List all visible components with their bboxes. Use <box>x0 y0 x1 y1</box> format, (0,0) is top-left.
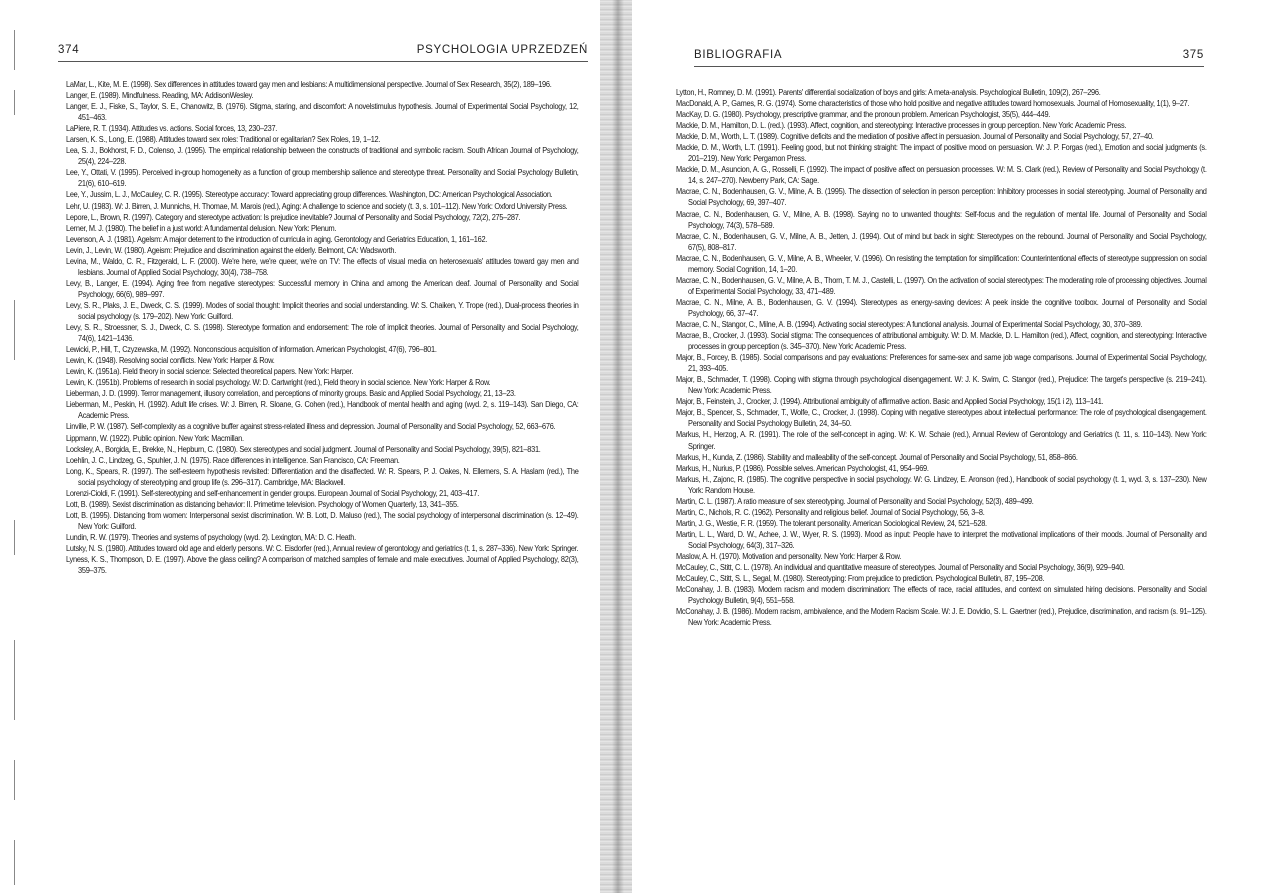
right-reference-list <box>676 87 1207 628</box>
reference-entry: Lea, S. J., Bokhorst, F. D., Colenso, J. (1995). The empirical relationship between the constructs of traditional and symbolic racism. South African Journal of Psychology, 25(4), 224–228. <box>66 145 579 167</box>
right-running-head: BIBLIOGRAFIA <box>694 49 783 61</box>
reference-entry: LaMar, L., Kite, M. E. (1998). Sex differences in attitudes toward gay men and lesbians: A multidimensional perspective. Journal of Sex Research, 35(2), 189–196. <box>66 79 552 89</box>
reference-entry: Lytton, H., Romney, D. M. (1991). Parents' differential socialization of boys and girls: A meta-analysis. Psychological Bulletin, 109(2), 267–296. <box>676 87 1101 97</box>
reference-entry: Macrae, C. N., Stangor, C., Milne, A. B. (1994). Activating social stereotypes: A functional analysis. Journal of Experimental Social Psychology, 30, 370–389. <box>676 318 1143 329</box>
right-page-header <box>694 49 1204 61</box>
reference-entry: Levin, J., Levin, W. (1980). Ageism: Prejudice and discrimination against the elderly. Belmont, CA: Wadsworth. <box>66 244 396 255</box>
reference-entry: Martin, L. L., Ward, D. W., Achee, J. W., Wyer, R. S. (1993). Mood as input: People have to interpret the motivational implications of their moods. Journal of Personality and Social Psychology, 64(3), 317–326. <box>676 528 1207 550</box>
right-page <box>632 0 1264 893</box>
reference-entry: Major, B., Spencer, S., Schmader, T., Wolfe, C., Crocker, J. (1998). Coping with negative stereotypes about intellectual performance: The role of psychological disengagement. Personality and Social Psychology Bulletin, 24, 34–50. <box>676 407 1207 429</box>
reference-entry: Macrae, C. N., Bodenhausen, G. V., Milne, A. B., Thorn, T. M. J., Castelli, L. (1997). On the activation of social stereotypes: The moderating role of processing objectives. Journal of Experimental Social Psychology, 33, 471–489. <box>676 274 1207 296</box>
reference-entry: Lee, Y., Jussim, L. J., McCauley, C. R. (1995). Stereotype accuracy: Toward appreciating group differences. Washington, DC: American Psychological Association. <box>66 189 553 200</box>
reference-entry: Lerner, M. J. (1980). The belief in a just world: A fundamental delusion. New York: Plenum. <box>66 222 337 233</box>
book-gutter-shadow <box>612 0 624 893</box>
reference-entry: Markus, H., Kunda, Z. (1986). Stability and malleability of the self-concept. Journal of Personality and Social Psychology, 51, 858–866. <box>676 451 1078 462</box>
reference-entry: Levy, B., Langer, E. (1994). Aging free from negative stereotypes: Successful memory in China and among the American deaf. Journal of Personality and Social Psychology, 66(6), 989–997. <box>66 277 579 299</box>
reference-entry: Major, B., Forcey, B. (1985). Social comparisons and pay evaluations: Preferences for same-sex and same job wage comparisons. Journal of Experimental Social Psychology, 21, 393–405. <box>676 352 1207 374</box>
left-running-head: PSYCHOLOGIA UPRZEDZEŃ <box>416 44 588 56</box>
reference-entry: Martin, J. G., Westie, F. R. (1959). The tolerant personality. American Sociological Review, 24, 521–528. <box>676 517 987 528</box>
reference-entry: Markus, H., Nurius, P. (1986). Possible selves. American Psychologist, 41, 954–969. <box>676 462 929 473</box>
reference-entry: Langer, E. (1989). Mindfulness. Reading, MA: AddisonWesley. <box>66 90 254 101</box>
reference-entry: Levenson, A. J. (1981). Agelsm: A major deterrent to the introduction of curricula in aging. Gerontology and Geriatrics Education, 1, 161–162. <box>66 233 488 244</box>
reference-entry: Larsen, K. S., Long, E. (1988). Attitudes toward sex roles: Traditional or egalitarian? Sex Roles, 19, 1–12. <box>66 134 381 145</box>
reference-entry: Lieberman, M., Peskin, H. (1992). Adult life crises. W: J. Birren, R. Sloane, G. Cohen (red.), Handbook of mental health and aging (wyd. 2, s. 119–143). San Diego, CA: Academic Press. <box>66 399 579 421</box>
reference-entry: Mackie, D. M., Asuncion, A. G., Rosselli, F. (1992). The impact of positive affect on persuasion processes. W: M. S. Clark (red.), Review of Personality and Social Psychology (t. 14, s. 247–270). Newberry Park, CA: Sage. <box>676 164 1207 186</box>
left-page-number: 374 <box>58 44 80 56</box>
reference-entry: Major, B., Schmader, T. (1998). Coping with stigma through psychological disengagement. W: J. K. Swim, C. Stangor (red.), Prejudice: The target's perspective (s. 219–241). New York: Academic Press. <box>676 374 1207 396</box>
reference-entry: Major, B., Feinstein, J., Crocker, J. (1994). Attributional ambiguity of affirmative action. Basic and Applied Social Psychology, 15(1 i 2), 113–141. <box>676 396 1104 407</box>
reference-entry: Lewin, K. (1951a). Field theory in social science: Selected theoretical papers. New York: Harper. <box>66 366 354 377</box>
right-page-number: 375 <box>1182 49 1204 61</box>
reference-entry: Lewin, K. (1951b). Problems of research in social psychology. W: D. Cartwright (red.), Field theory in social science. New York: Harper & Row. <box>66 377 491 388</box>
reference-entry: Levy, S. R., Stroessner, S. J., Dweck, C. S. (1998). Stereotype formation and endorsement: The role of implicit theories. Journal of Personality and Social Psychology, 74(6), 1421–1436. <box>66 322 579 344</box>
reference-entry: McCauley, C., Stitt, C. L. (1978). An individual and quantitative measure of stereotypes. Journal of Personality and Social Psychology, 36(9), 929–940. <box>676 562 1125 573</box>
reference-entry: Macrae, C. N., Milne, A. B., Bodenhausen, G. V. (1994). Stereotypes as energy-saving devices: A peek inside the cognitive toolbox. Journal of Personality and Social Psychology, 66, 37–47. <box>676 296 1207 318</box>
reference-entry: Levina, M., Waldo, C. R., Fitzgerald, L. F. (2000). We're here, we're queer, we're on TV: The effects of visual media on heterosexuals' attitudes toward gay men and lesbians. Journal of Applied Social Psychology, 30(4), 738–758. <box>66 255 579 277</box>
reference-entry: LaPiere, R. T. (1934). Attitudes vs. actions. Social forces, 13, 230–237. <box>66 123 278 134</box>
reference-entry: Lieberman, J. D. (1999). Terror management, illusory correlation, and perceptions of minority groups. Basic and Applied Social Psychology, 21, 13–23. <box>66 388 516 399</box>
reference-entry: Linville, P. W. (1987). Self-complexity as a cognitive buffer against stress-related illness and depression. Journal of Personality and Social Psychology, 52, 663–676. <box>66 421 556 432</box>
reference-entry: McConahay, J. B. (1983). Modern racism and modern discrimination: The effects of race, racial attitudes, and context on simulated hiring decisions. Personality and Social Psychology Bulletin, 9(4), 551–558. <box>676 584 1207 606</box>
left-reference-list <box>66 79 579 576</box>
reference-entry: Macrae, C. N., Bodenhausen, G. V., Milne, A. B., Wheeler, V. (1996). On resisting the temptation for simplification: Counterintentional effects of stereotype suppression on social memory. Social Cognition, 14, 1–20. <box>676 252 1207 274</box>
reference-entry: Martin, C., Nichols, R. C. (1962). Personality and religious belief. Journal of Social Psychology, 56, 3–8. <box>676 506 985 517</box>
reference-entry: Lehr, U. (1983). W: J. Birren, J. Munnichs, H. Thomae, M. Marois (red.), Aging: A challenge to science and society (t. 3, s. 101–112). New York: Oxford University Press. <box>66 200 568 211</box>
reference-entry: MacKay, D. G. (1980). Psychology, prescriptive grammar, and the pronoun problem. American Psychologist, 35(5), 444–449. <box>676 109 1051 120</box>
reference-entry: Maslow, A. H. (1970). Motivation and personality. New York: Harper & Row. <box>676 550 902 561</box>
reference-entry: Lott, B. (1995). Distancing from women: Interpersonal sexist discrimination. W: B. Lott, D. Maluso (red.), The social psychology of interpersonal discrimination (s. 12–49). New York: Guilford. <box>66 509 579 531</box>
reference-entry: Lewicki, P., Hill, T., Czyzewska, M. (1992). Nonconscious acquisition of information. American Psychologist, 47(6), 796–801. <box>66 344 437 355</box>
reference-entry: Martin, C. L. (1987). A ratio measure of sex stereotyping. Journal of Personality and Social Psychology, 52(3), 489–499. <box>676 495 1034 506</box>
left-page-header <box>58 44 588 56</box>
reference-entry: Markus, H., Zajonc, R. (1985). The cognitive perspective in social psychology. W: G. Lindzey, E. Aronson (red.), Handbook of social psychology (t. 1, wyd. 3, s. 137–230). New York: Random House. <box>676 473 1207 495</box>
reference-entry: Macrae, C. N., Bodenhausen, G. V., Milne, A. B., Jetten, J. (1994). Out of mind but back in sight: Stereotypes on the rebound. Journal of Personality and Social Psychology, 67(5), 808–817. <box>676 230 1207 252</box>
reference-entry: Macrae, C. N., Bodenhausen, G. V., Milne, A. B. (1995). The dissection of selection in person perception: Inhibitory processes in social stereotyping. Journal of Personality and Social Psychology, 69, 397–407. <box>676 186 1207 208</box>
reference-entry: Lyness, K. S., Thompson, D. E. (1997). Above the glass ceiling? A comparison of matched samples of female and male executives. Journal of Applied Psychology, 82(3), 359–375. <box>66 554 579 576</box>
reference-entry: Lee, Y., Ottati, V. (1995). Perceived in-group homogeneity as a function of group membership salience and stereotype threat. Personality and Social Psychology Bulletin, 21(6), 610–619. <box>66 167 579 189</box>
reference-entry: Mackie, D. M., Hamilton, D. L. (red.). (1993). Affect, cognition, and stereotyping: Interactive processes in group perception. New York: Academic Press. <box>676 120 1127 131</box>
reference-entry: Lepore, L., Brown, R. (1997). Category and stereotype activation: Is prejudice inevitable? Journal of Personality and Social Psychology, 72(2), 275–287. <box>66 211 521 222</box>
left-header-rule <box>58 61 588 62</box>
reference-entry: Macrae, B., Crocker, J. (1993). Social stigma: The consequences of attributional ambiguity. W: D. M. Mackie, D. L. Hamilton (red.), Affect, cognition, and stereotyping: Interactive processes in group perception (s. 345–370). New York: Academic Press. <box>676 330 1207 352</box>
right-header-rule <box>694 66 1204 67</box>
reference-entry: Lorenzi-Cioldi, F. (1991). Self-stereotyping and self-enhancement in gender groups. European Journal of Social Psychology, 21, 403–417. <box>66 487 480 498</box>
reference-entry: McConahay, J. B. (1986). Modern racism, ambivalence, and the Modern Racism Scale. W: J. E. Dovidio, S. L. Gaertner (red.), Prejudice, discrimination, and racism (s. 91–125). New York: Academic Press. <box>676 606 1207 628</box>
reference-entry: Lippmann, W. (1922). Public opinion. New York: Macmillan. <box>66 432 244 443</box>
left-page <box>0 0 600 893</box>
reference-entry: Lewin, K. (1948). Resolving social conflicts. New York: Harper & Row. <box>66 355 275 366</box>
reference-entry: Locksley, A., Borgida, E., Brekke, N., Hepburn, C. (1980). Sex stereotypes and social judgment. Journal of Personality and Social Psychology, 39(5), 821–831. <box>66 443 541 454</box>
reference-entry: MacDonald, A. P., Games, R. G. (1974). Some characteristics of those who hold positive and negative attitudes toward homosexuals. Journal of Homosexuality, 1(1), 9–27. <box>676 98 1190 109</box>
reference-entry: Mackie, D. M., Worth, L.T. (1991). Feeling good, but not thinking straight: The impact of positive mood on persuasion. W: J. P. Forgas (red.), Emotion and social judgments (s. 201–219). New York: Pergamon Press. <box>676 142 1207 164</box>
reference-entry: Lutsky, N. S. (1980). Attitudes toward old age and elderly persons. W: C. Eisdorfer (red.), Annual review of gerontology and geriatrics (t. 1, s. 287–336). New York: Springer. <box>66 542 579 553</box>
reference-entry: Lott, B. (1989). Sexist discrimination as distancing behavior: II. Primetime television. Psychology of Women Quarterly, 13, 341–355. <box>66 498 459 509</box>
reference-entry: Levy, S. R., Plaks, J. E., Dweck, C. S. (1999). Modes of social thought: Implicit theories and social understanding. W: S. Chaiken, Y. Trope (red.), Dual-process theories in social psychology (s. 179–202). New York: Guilford. <box>66 299 579 321</box>
reference-entry: Macrae, C. N., Bodenhausen, G. V., Milne, A. B. (1998). Saying no to unwanted thoughts: Self-focus and the regulation of mental life. Journal of Personality and Social Psychology, 74(3), 578–589. <box>676 208 1207 230</box>
reference-entry: Loehlin, J. C., Lindzeg, G., Spuhler, J. N. (1975). Race differences in intelligence. San Francisco, CA: Freeman. <box>66 454 400 465</box>
reference-entry: Langer, E. J., Fiske, S., Taylor, S. E., Chanowitz, B. (1976). Stigma, staring, and discomfort: A novelstimulus hypothesis. Journal of Experimental Social Psychology, 12, 451–463. <box>66 101 579 123</box>
reference-entry: Long, K., Spears, R. (1997). The self-esteem hypothesis revisited: Differentiation and the disaffected. W: R. Spears, P. J. Oakes, N. Ellemers, S. A. Haslam (red.), The social psychology of stereotyping and group life (s. 296–317). Cambridge, MA: Blackwell. <box>66 465 579 487</box>
reference-entry: Lundin, R. W. (1979). Theories and systems of psychology (wyd. 2). Lexington, MA: D. C. Heath. <box>66 531 356 542</box>
reference-entry: Markus, H., Herzog, A. R. (1991). The role of the self-concept in aging. W: K. W. Schaie (red.), Annual Review of Gerontology and Geriatrics (t. 11, s. 110–143). New York: Springer. <box>676 429 1207 451</box>
reference-entry: Mackie, D. M., Worth, L. T. (1989). Cognitive deficits and the mediation of positive affect in persuasion. Journal of Personality and Social Psychology, 57, 27–40. <box>676 131 1154 142</box>
reference-entry: McCauley, C., Stitt, S. L., Segal, M. (1980). Stereotyping: From prejudice to prediction. Psychological Bulletin, 87, 195–208. <box>676 573 1045 584</box>
